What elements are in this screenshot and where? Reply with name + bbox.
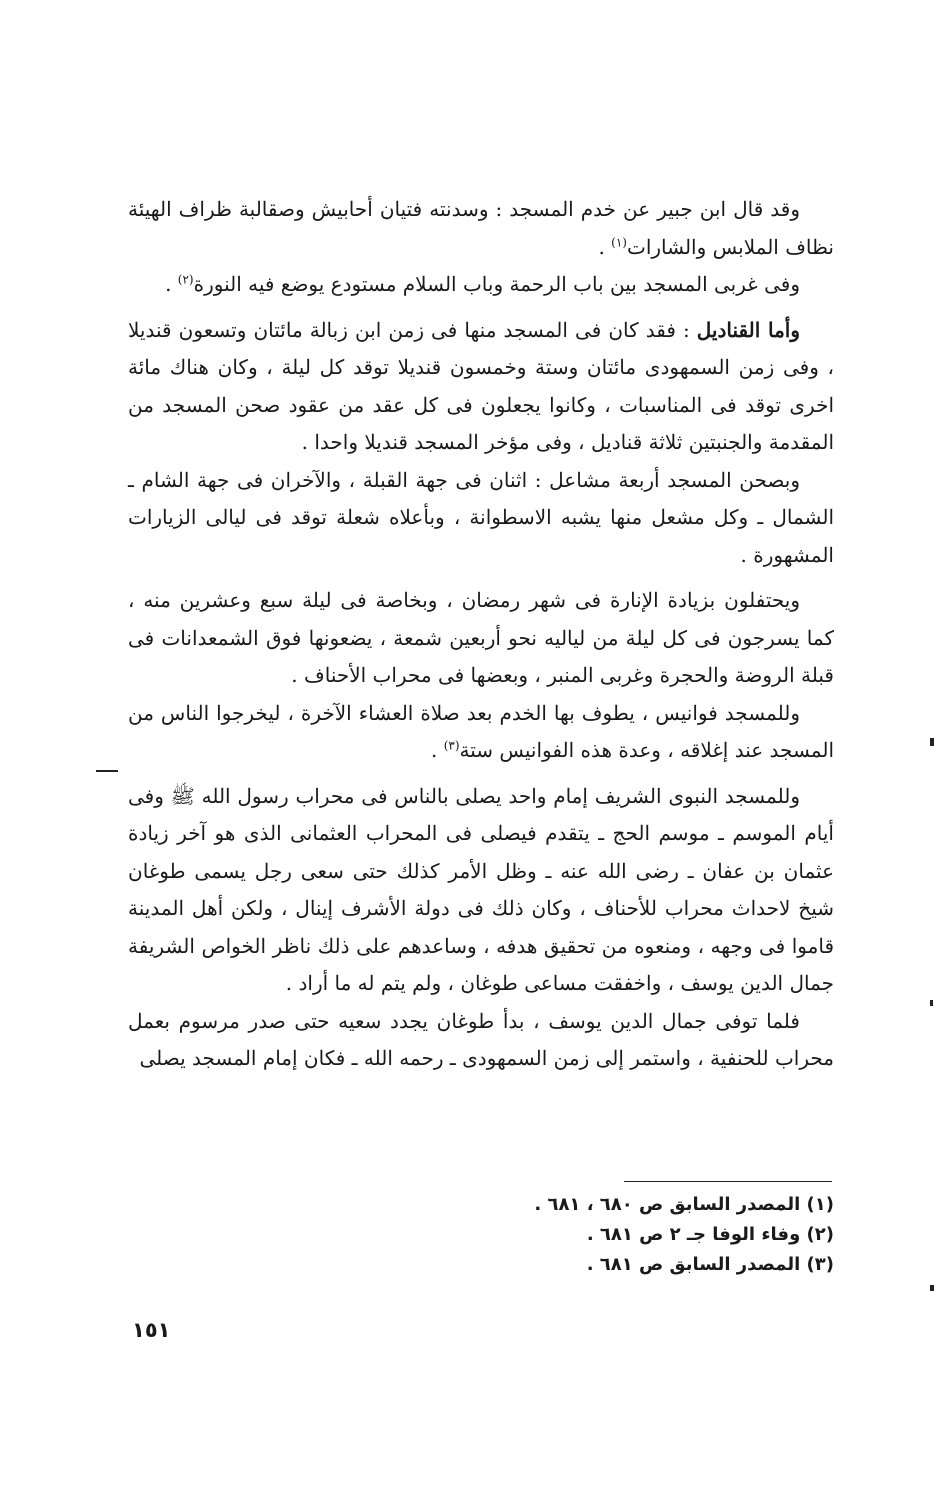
body-text xyxy=(128,191,834,1078)
footnote-separator xyxy=(624,1181,832,1182)
footnote-1: (١) المصدر السابق ص ٦٨٠ ، ٦٨١ . xyxy=(534,1194,834,1215)
paragraph-4-text: وبصحن المسجد أربعة مشاعل : اثنان فى جهة القبلة ، والآخران فى جهة الشام ـ الشمال ـ وكل مشعل منها يشبه الاسطوانة ، وبأعلاه شعلة توقد فى ليالى الزيارات المشهورة . xyxy=(128,467,834,567)
footnote-3: (٣) المصدر السابق ص ٦٨١ . xyxy=(586,1254,834,1275)
paragraph-1-tail: . xyxy=(598,234,612,259)
paragraph-8 xyxy=(128,1003,834,1078)
paragraph-5-text: ويحتفلون بزيادة الإنارة فى شهر رمضان ، وبخاصة فى ليلة سبع وعشرين منه ، كما يسرجون فى كل ليلة من لياليه نحو أربعين شمعة ، يضعونها فوق الشمعدانات فى قبلة الروضة والحجرة وغربى المنبر ، وبعضها فى محراب الأحناف . xyxy=(128,588,834,687)
paragraph-3-text: : فقد كان فى المسجد منها فى زمن ابن زبالة مائتان وتسعون قنديلا ، وفى زمن السمهودى مائتان وستة وخمسون قنديلا توقد كل ليلة ، وكان هناك مائة اخرى توقد فى المناسبات ، وكانوا يجعلون فى كل عقد من عقود صحن المسجد من المقدمة والجنبتين ثلاثة قناديل ، وفى مؤخر المسجد قنديلا واحدا . xyxy=(128,317,834,454)
paragraph-8-text: فلما توفى جمال الدين يوسف ، بدأ طوغان يجدد سعيه حتى صدر مرسوم بعمل محراب للحنفية ، واستمر إلى زمن السمهودى ـ رحمه الله ـ فكان إمام المسجد يصلى xyxy=(128,1008,834,1070)
footnote-ref-2: (٢) xyxy=(177,272,194,287)
paragraph-3 xyxy=(128,312,834,462)
paragraph-2 xyxy=(128,266,834,304)
paragraph-2-tail: . xyxy=(165,272,178,296)
paragraph-6-text: وللمسجد فوانيس ، يطوف بها الخدم بعد صلاة العشاء الآخرة ، ليخرجوا الناس من المسجد عند إغلاقه ، وعدة هذه الفوانيس ستة xyxy=(128,700,834,762)
paragraph-7 xyxy=(128,778,834,1003)
paragraph-3-lead: وأما القناديل xyxy=(696,317,800,342)
paragraph-1 xyxy=(128,191,834,266)
scan-mark-right-2 xyxy=(930,1000,933,1006)
scan-mark-left xyxy=(96,770,118,772)
paragraph-1-text: وقد قال ابن جبير عن خدم المسجد : وسدنته فتيان أحابيش وصقالبة ظراف الهيئة نظاف الملابس والشارات xyxy=(128,197,834,259)
page-number: ١٥١ xyxy=(132,1318,171,1342)
scan-mark-right-1 xyxy=(930,738,934,746)
footnote-2: (٢) وفاء الوفا جـ ٢ ص ٦٨١ . xyxy=(586,1224,834,1245)
footnote-ref-3: (٣) xyxy=(443,738,460,753)
footnotes xyxy=(440,1190,834,1280)
scan-mark-right-3 xyxy=(930,1285,934,1291)
paragraph-5 xyxy=(128,582,834,695)
paragraph-2-text: وفى غربى المسجد بين باب الرحمة وباب السلام مستودع يوضع فيه النورة xyxy=(193,272,800,296)
paragraph-4 xyxy=(128,462,834,575)
paragraph-6 xyxy=(128,695,834,770)
paragraph-6-tail: . xyxy=(430,738,444,762)
footnote-ref-1: (١) xyxy=(611,234,627,249)
paragraph-7-text: وللمسجد النبوى الشريف إمام واحد يصلى بالناس فى محراب رسول الله ﷺ وفى أيام الموسم ـ موسم الحج ـ يتقدم فيصلى فى المحراب العثمانى الذى هو آخر زيادة عثمان بن عفان ـ رضى الله عنه ـ وظل الأمر كذلك حتى سعى رجل يسمى طوغان شيخ لاحداث محراب للأحناف ، وكان ذلك فى دولة الأشرف إينال ، ولكن أهل المدينة قاموا فى وجهه ، ومنعوه من تحقيق هدفه ، وساعدهم على ذلك ناظر الخواص الشريفة جمال الدين يوسف ، واخفقت مساعى طوغان ، ولم يتم له ما أراد . xyxy=(128,783,834,995)
